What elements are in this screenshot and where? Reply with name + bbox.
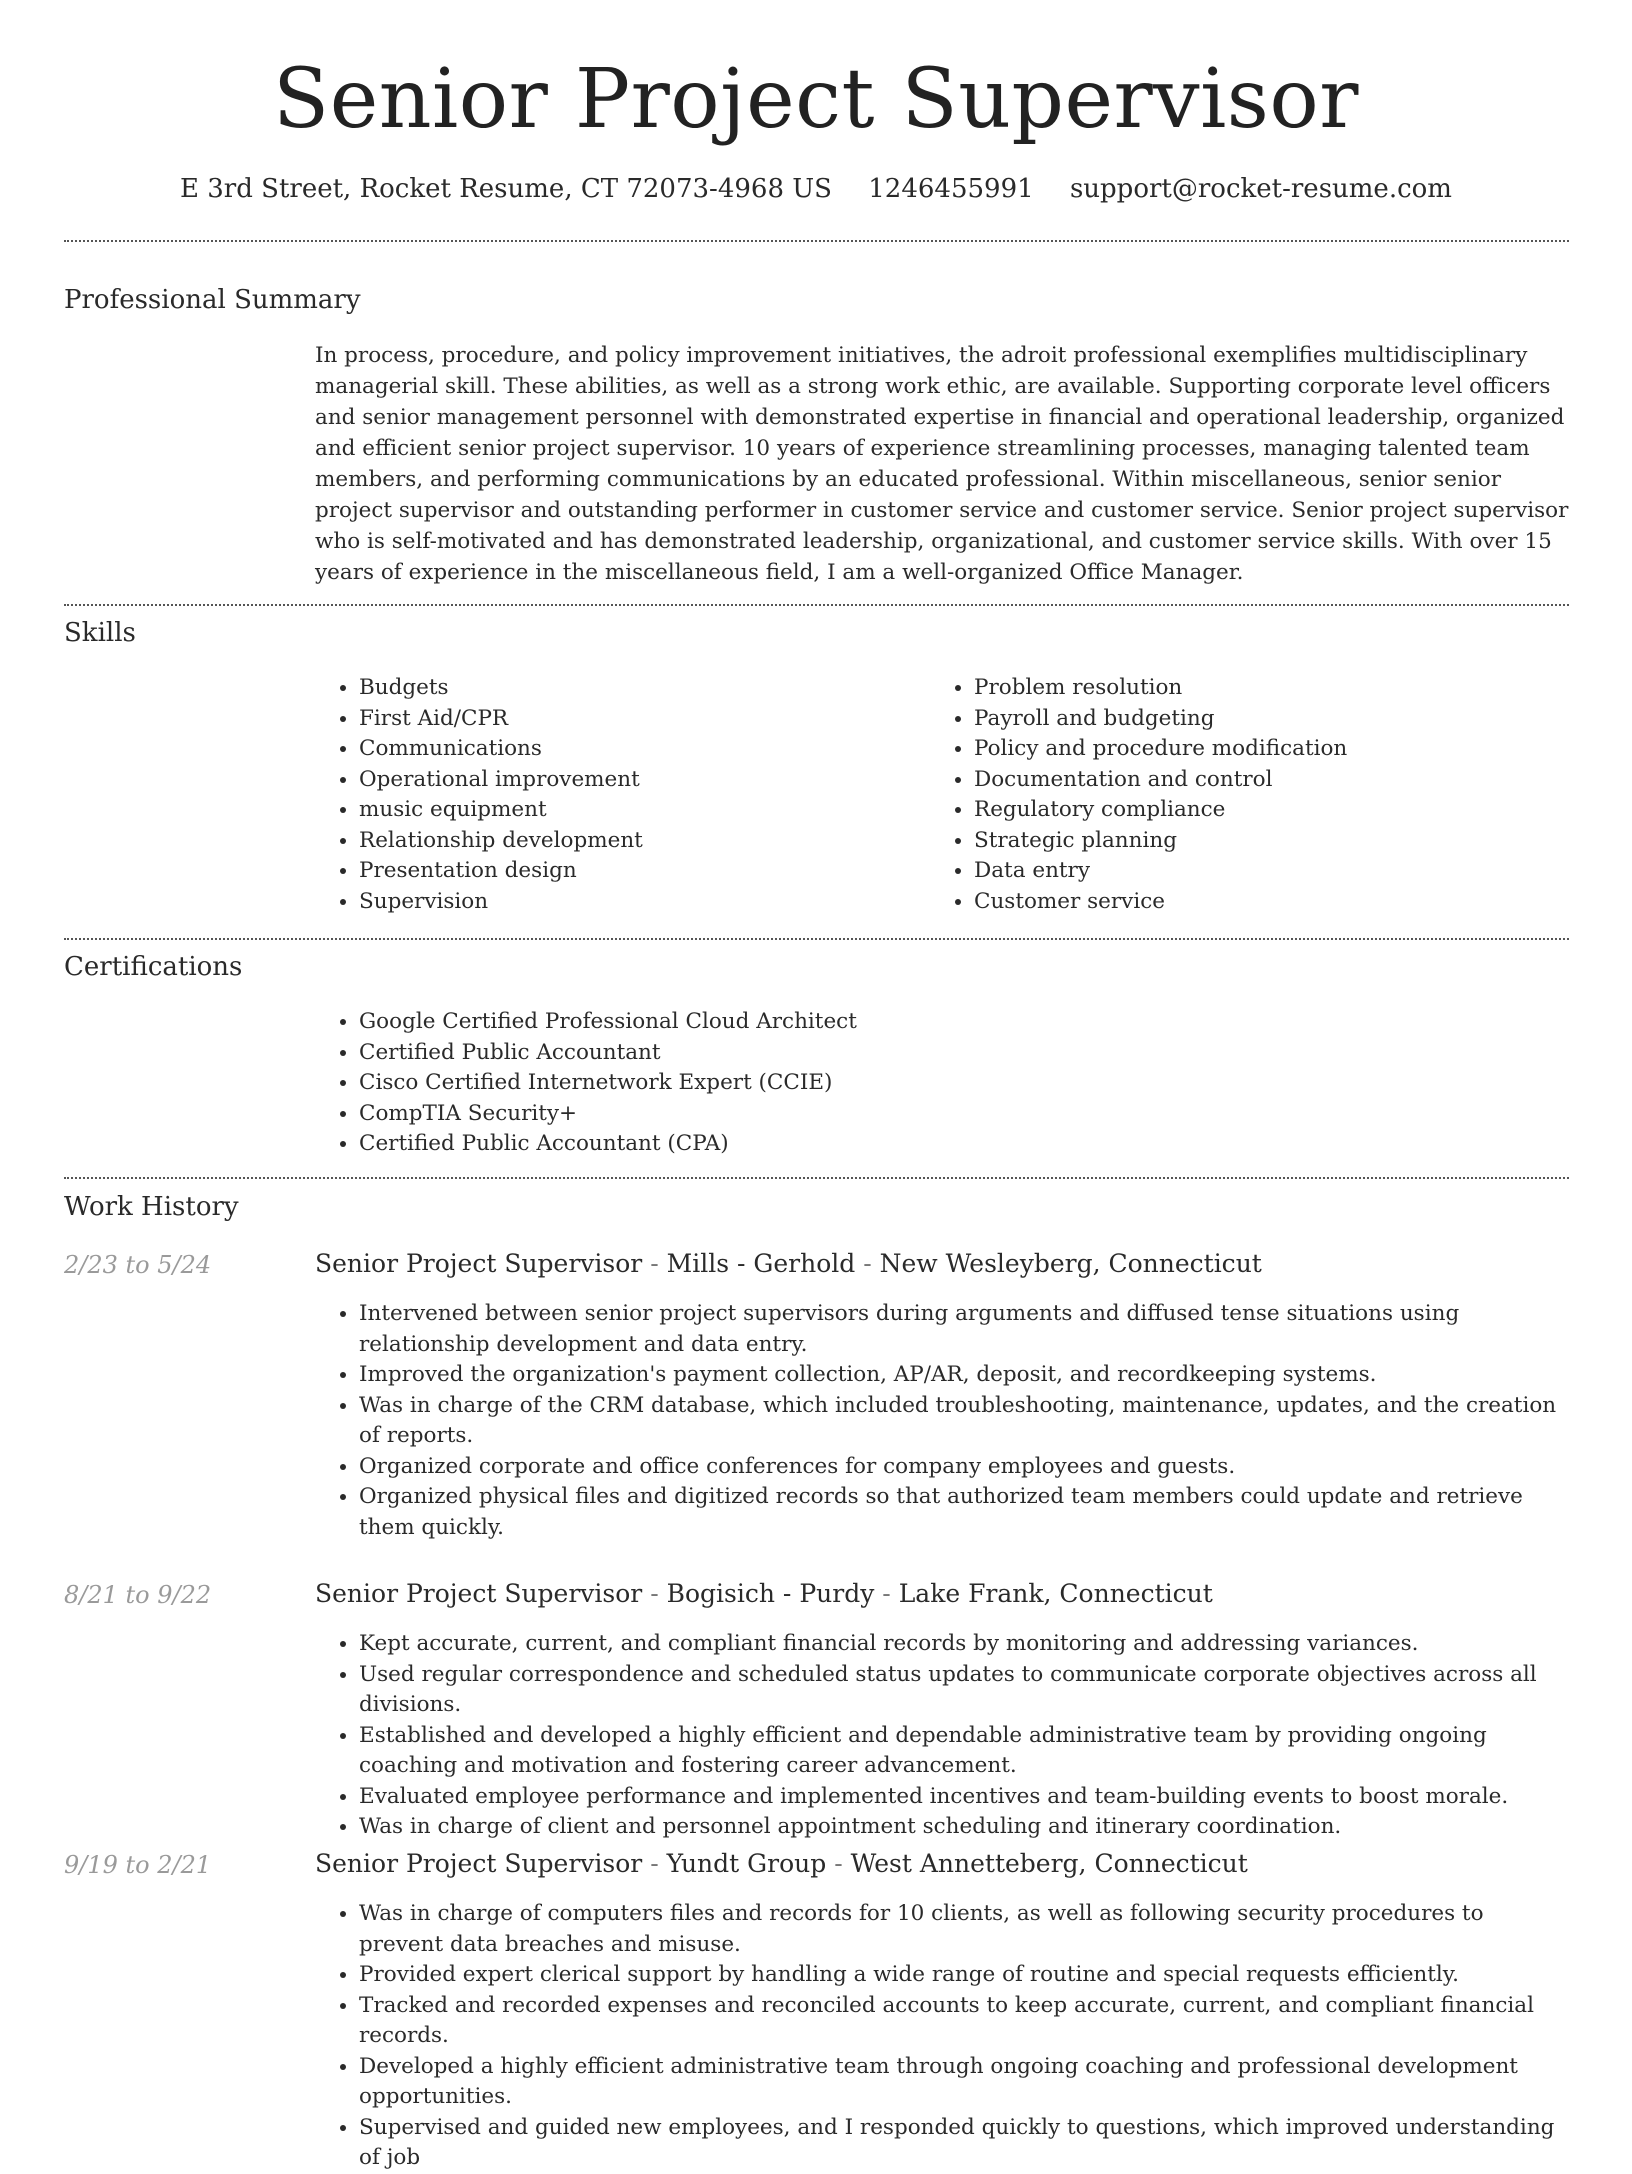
contact-line — [0, 170, 1632, 208]
skills-column-right — [930, 673, 1490, 917]
job-dates: 8/21 to 9/22 — [64, 1581, 212, 1609]
skill-item: • music equipment — [359, 795, 875, 826]
job-role: Senior Project Supervisor — [315, 1849, 643, 1878]
job-bullets-block — [315, 1629, 1570, 1843]
divider — [64, 1177, 1569, 1179]
skills-list-right — [930, 673, 1490, 917]
skills-column-left — [315, 673, 875, 917]
skill-item: • Strategic planning — [974, 826, 1490, 857]
skill-item: • Policy and procedure modification — [974, 734, 1490, 765]
candidate-name: Senior Project Supervisor — [273, 52, 1359, 147]
job-bullet: • Established and developed a highly efficient and dependable administrative team by providing ongoing coaching and motivation and fostering career advancement. — [359, 1721, 1570, 1782]
job-dates: 2/23 to 5/24 — [64, 1251, 212, 1279]
job-bullets-block — [315, 1299, 1570, 1543]
job-bullet: • Intervened between senior project supervisors during arguments and diffused tense situations using relationship development and data entry. — [359, 1299, 1570, 1360]
job-bullet: • Evaluated employee performance and implemented incentives and team-building events to boost morale. — [359, 1782, 1570, 1813]
job-bullet: • Organized corporate and office conferences for company employees and guests. — [359, 1452, 1570, 1483]
section-title-skills: Skills — [64, 618, 136, 648]
skill-item: • Relationship development — [359, 826, 875, 857]
job-location: West Annetteberg, Connecticut — [850, 1849, 1248, 1878]
job-bullet: • Kept accurate, current, and compliant financial records by monitoring and addressing variances. — [359, 1629, 1570, 1660]
job-dates: 9/19 to 2/21 — [64, 1851, 212, 1879]
skills-block — [315, 673, 1570, 923]
skill-item: • Problem resolution — [974, 673, 1490, 704]
section-title-work-history: Work History — [64, 1192, 239, 1222]
job-role: Senior Project Supervisor — [315, 1249, 643, 1278]
summary-text: In process, procedure, and policy improvement initiatives, the adroit professional exemplifies multidisciplinary managerial skill. These abilities, as well as a strong work ethic, are available. Supporting corporate level officers and senior management personnel with demonstrated expertise in financial and operational leadership, organized and efficient senior project supervisor. 10 years of experience streamlining processes, managing talented team members, and performing communications by an educated professional. Within miscellaneous, senior senior project supervisor and outstanding performer in customer service and customer service. Senior project supervisor who is self-motivated and has demonstrated leadership, organizational, and customer service skills. With over 15 years of experience in the miscellaneous field, I am a well-organized Office Manager. — [315, 343, 1569, 585]
certification-item: • Google Certified Professional Cloud Architect — [359, 1007, 1570, 1038]
job-bullet: • Used regular correspondence and scheduled status updates to communicate corporate objectives across all divisions. — [359, 1660, 1570, 1721]
skill-item: • Communications — [359, 734, 875, 765]
job-bullet: • Was in charge of client and personnel appointment scheduling and itinerary coordination. — [359, 1812, 1570, 1843]
job-bullet: • Improved the organization's payment collection, AP/AR, deposit, and recordkeeping systems. — [359, 1360, 1570, 1391]
job-bullet: • Was in charge of the CRM database, which included troubleshooting, maintenance, updates, and the creation of reports. — [359, 1391, 1570, 1452]
skill-item: • Data entry — [974, 856, 1490, 887]
job-bullet: • Supervised and guided new employees, and I responded quickly to questions, which improved understanding of job — [359, 2113, 1570, 2174]
certifications-block — [315, 1007, 1570, 1160]
job-location: New Wesleyberg, Connecticut — [879, 1249, 1262, 1278]
certification-item: • Certified Public Accountant — [359, 1038, 1570, 1069]
job-bullets-block — [315, 1899, 1570, 2174]
job-bullet: • Developed a highly efficient administrative team through ongoing coaching and professional development opportunities. — [359, 2052, 1570, 2113]
certification-item: • Certified Public Accountant (CPA) — [359, 1129, 1570, 1160]
job-company: Mills - Gerhold — [666, 1249, 856, 1278]
certifications-list — [315, 1007, 1570, 1160]
skills-list-left — [315, 673, 875, 917]
job-bullet-list — [315, 1899, 1570, 2174]
job-bullet: • Provided expert clerical support by handling a wide range of routine and special requests efficiently. — [359, 1960, 1570, 1991]
job-title: Senior Project Supervisor - Yundt Group - West Annetteberg, Connecticut — [315, 1849, 1248, 1878]
job-bullet: • Was in charge of computers files and records for 10 clients, as well as following security procedures to prevent data breaches and misuse. — [359, 1899, 1570, 1960]
certification-item: • CompTIA Security+ — [359, 1099, 1570, 1130]
summary-block — [315, 340, 1570, 588]
skill-item: • Presentation design — [359, 856, 875, 887]
job-role: Senior Project Supervisor — [315, 1579, 643, 1608]
contact-address: E 3rd Street, Rocket Resume, CT 72073-4968 US — [180, 174, 832, 204]
job-company: Bogisich - Purdy — [666, 1579, 875, 1608]
certification-item: • Cisco Certified Internetwork Expert (CCIE) — [359, 1068, 1570, 1099]
job-bullet-list — [315, 1299, 1570, 1543]
skill-item: • Operational improvement — [359, 765, 875, 796]
job-company: Yundt Group — [666, 1849, 827, 1878]
divider — [64, 604, 1569, 606]
skill-item: • Budgets — [359, 673, 875, 704]
job-location: Lake Frank, Connecticut — [898, 1579, 1213, 1608]
skill-item: • Supervision — [359, 887, 875, 918]
section-title-certifications: Certifications — [64, 952, 243, 982]
section-title-summary: Professional Summary — [64, 285, 361, 315]
job-bullet-list — [315, 1629, 1570, 1843]
skill-item: • Regulatory compliance — [974, 795, 1490, 826]
contact-email[interactable]: support@rocket-resume.com — [1069, 174, 1452, 204]
skill-item: • Payroll and budgeting — [974, 704, 1490, 735]
skill-item: • Customer service — [974, 887, 1490, 918]
job-bullet: • Tracked and recorded expenses and reconciled accounts to keep accurate, current, and compliant financial records. — [359, 1991, 1570, 2052]
contact-phone: 1246455991 — [868, 174, 1034, 204]
skill-item: • Documentation and control — [974, 765, 1490, 796]
job-title: Senior Project Supervisor - Bogisich - Purdy - Lake Frank, Connecticut — [315, 1579, 1213, 1608]
job-bullet: • Organized physical files and digitized records so that authorized team members could update and retrieve them quickly. — [359, 1482, 1570, 1543]
skill-item: • First Aid/CPR — [359, 704, 875, 735]
divider — [64, 240, 1569, 242]
divider — [64, 938, 1569, 940]
job-title: Senior Project Supervisor - Mills - Gerhold - New Wesleyberg, Connecticut — [315, 1249, 1262, 1278]
